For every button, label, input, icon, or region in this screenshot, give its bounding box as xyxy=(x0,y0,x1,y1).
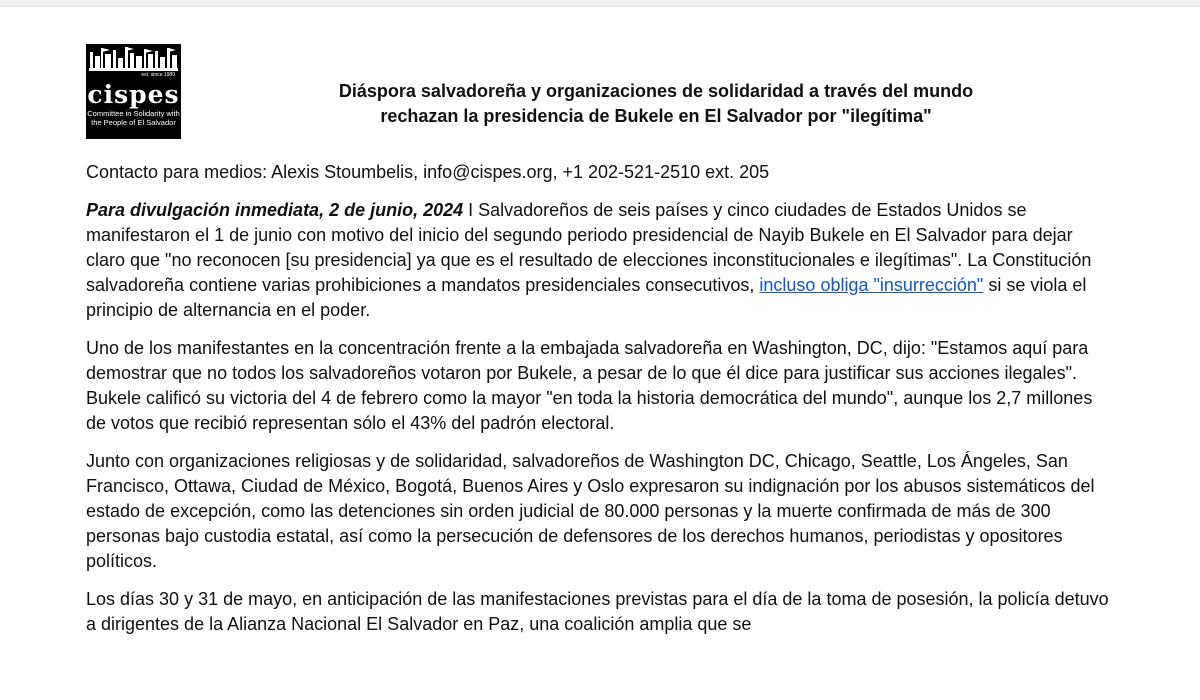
media-contact: Contacto para medios: Alexis Stoumbelis, info@cispes.org, +1 202-521-2510 ext. 205 xyxy=(86,162,770,182)
cispes-logo xyxy=(86,44,181,139)
logo-tagline xyxy=(86,109,181,127)
press-release-title xyxy=(236,79,1076,129)
logo-tagline-line-2: the People of El Salvador xyxy=(91,118,176,127)
insurrection-link[interactable]: incluso obliga "insurrección" xyxy=(759,275,984,295)
release-dateline: Para divulgación inmediata, 2 de junio, 2024 xyxy=(86,200,464,220)
logo-since-text: est. since 1980 xyxy=(141,72,175,78)
logo-wordmark: cispes xyxy=(87,80,180,109)
title-line-2: rechazan la presidencia de Bukele en El Salvador por "ilegítima" xyxy=(380,106,932,126)
logo-tagline-line-1: Committee in Solidarity with xyxy=(87,109,180,118)
document-page xyxy=(86,0,1116,700)
paragraph-3: Junto con organizaciones religiosas y de solidaridad, salvadoreños de Washington DC, Chicago, Seattle, Los Ángeles, San Francisco, Ottawa, Ciudad de México, Bogotá, Buenos Aires y Oslo expresaron su indignación por los abusos sistemáticos del estado de excepción, como las detenciones sin orden judicial de 80.000 personas y la muerte confirmada de más de 300 personas bajo custodia estatal, así como la persecución de defensores de los derechos humanos, periodistas y opositores políticos. xyxy=(86,451,1095,571)
press-release-body xyxy=(86,160,1116,650)
paragraph-1 xyxy=(86,198,1116,323)
paragraph-2: Uno de los manifestantes en la concentración frente a la embajada salvadoreña en Washington, DC, dijo: "Estamos aquí para demostrar que no todos los salvadoreños votaron por Bukele, a pesar de lo que él dice para justificar sus acciones ilegales". Bukele calificó su victoria del 4 de febrero como la mayor "en toda la historia democrática del mundo", aunque los 2,7 millones de votos que recibió representan sólo el 43% del padrón electoral. xyxy=(86,338,1093,433)
paragraph-4: Los días 30 y 31 de mayo, en anticipación de las manifestaciones previstas para el día de la toma de posesión, la policía detuvo a dirigentes de la Alianza Nacional El Salvador en Paz, una coalición amplia que se xyxy=(86,589,1109,634)
title-line-1: Diáspora salvadoreña y organizaciones de solidaridad a través del mundo xyxy=(338,81,974,101)
paragraph-1-text-a: I Salvadoreños de seis países y cinco ciudades de Estados Unidos se manifestaron el 1 de junio con motivo del inicio del segundo periodo presidencial de Nayib Bukele en El Salvador para dejar claro que "no reconocen [su presidencia] ya que es el resultado de elecciones inconstitucionales e ilegítimas". La Constitución salvadoreña contiene varias prohibiciones a mandatos presidenciales consecutivos, xyxy=(86,200,1092,295)
paragraph-1-text-b: si se viola el principio de alternancia en el poder. xyxy=(86,275,1087,320)
